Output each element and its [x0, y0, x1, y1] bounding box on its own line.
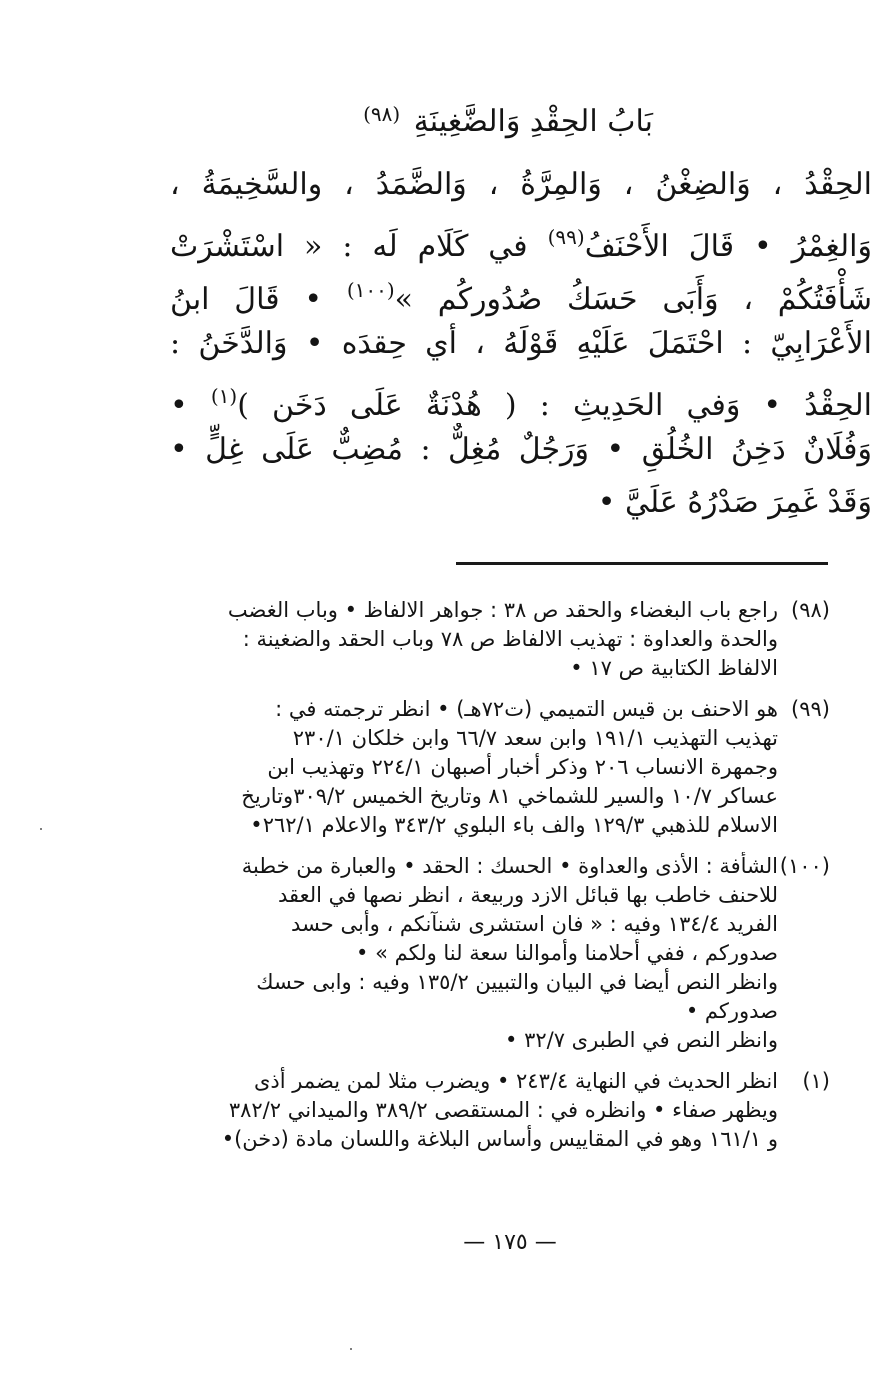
- main-line-text: وَفُلَانٌ دَخِنُ الخُلُقِ • وَرَجُلٌ مُغِلٌّ : مُضِبٌّ عَلَى غِلٍّ •: [170, 432, 872, 467]
- main-line-text: •: [170, 388, 211, 423]
- footnote-line: و ١٦١/١ وهو في المقاييس وأساس البلاغة واللسان مادة (دخن)•: [221, 1127, 778, 1151]
- main-text-line: [170, 264, 872, 317]
- main-text-line: [170, 317, 872, 370]
- chapter-heading: [330, 92, 686, 144]
- footnote-line: ويظهر صفاء • وانظره في : المستقصى ٣٨٩/٢ والميداني ٣٨٢/٢: [228, 1098, 778, 1122]
- footnote-line: هو الاحنف بن قيس التميمي (ت٧٢هـ) • انظر ترجمته في :: [275, 697, 778, 721]
- footnote-number: (١٠٠): [779, 854, 830, 878]
- main-line-text: الحِقْدُ ، وَالضِغْنُ ، وَالمِرَّةُ ، وَالضَّمَدُ ، والسَّخِيمَةُ ،: [170, 167, 872, 202]
- footnote-line: وانظر النص أيضا في البيان والتبيين ١٣٥/٢ وفيه : وابى حسك: [256, 970, 778, 994]
- footnote-number: (٩٩): [791, 697, 830, 721]
- footnote-line: انظر الحديث في النهاية ٢٤٣/٤ • ويضرب مثلا لمن يضمر أذى: [253, 1069, 778, 1093]
- main-line-text: وَالغِمْرُ • قَالَ الأَحْنَفُ: [584, 229, 872, 264]
- main-text-line: [170, 211, 872, 264]
- main-line-text: شَأْفَتُكُمْ ، وَأَبَى حَسَكُ صُدُورِكُم »: [394, 282, 872, 317]
- main-line-text: • قَالَ ابنُ: [170, 282, 347, 317]
- scan-speck: [40, 828, 42, 830]
- footnote-line: الشأفة : الأذى والعداوة • الحسك : الحقد • والعبارة من خطبة: [241, 854, 778, 878]
- footnote-number: (١): [802, 1069, 830, 1093]
- footnote-line: الالفاظ الكتابية ص ١٧ •: [570, 656, 778, 680]
- footnote-ref-100[interactable]: (١٠٠): [346, 278, 395, 302]
- footnote-99: [186, 695, 830, 840]
- main-line-text: الحِقْدُ • وَفي الحَدِيثِ : ( هُدْنَةٌ عَلَى دَخَنٍ ): [237, 388, 872, 423]
- footnote-ref-1[interactable]: (١): [210, 384, 238, 408]
- footnotes: [186, 596, 830, 1166]
- footnote-line: صدوركم •: [685, 999, 778, 1023]
- main-text-line: [170, 370, 872, 423]
- chapter-title: بَابُ الحِقْدِ وَالضَّغِينَةِ: [413, 104, 653, 139]
- footnote-line: صدوركم ، ففي أحلامنا وأموالنا سعة لنا ولكم » •: [356, 941, 778, 965]
- main-line-text: وَقَدْ غَمِرَ صَدْرُهُ عَلَيَّ •: [597, 485, 872, 520]
- footnote-line: عساكر ١٠/٧ والسير للشماخي ٨١ وتاريخ الخميس ٣٠٩/٢وتاريخ: [241, 784, 778, 808]
- footnote-line: راجع باب البغضاء والحقد ص ٣٨ : جواهر الالفاظ • وباب الغضب: [227, 598, 778, 622]
- footnote-line: الفريد ١٣٤/٤ وفيه : « فان استشرى شنآنكم ، وأبى حسد: [291, 912, 778, 936]
- footnote-separator: [456, 562, 828, 565]
- main-text-line: [170, 158, 872, 211]
- scan-speck: [350, 1348, 352, 1350]
- footnote-line: والحدة والعداوة : تهذيب الالفاظ ص ٧٨ وباب الحقد والضغينة :: [242, 627, 778, 651]
- main-text-line: [170, 423, 872, 476]
- footnote-line: الاسلام للذهبي ١٢٩/٣ والف باء البلوي ٣٤٣/٢ والاعلام ٢٦٢/١•: [250, 813, 778, 837]
- main-line-text: الأَعْرَابِيّ : احْتَمَلَ عَلَيْهِ قَوْلَهُ ، أي حِقدَه • وَالدَّخَنُ :: [170, 326, 872, 361]
- main-text: [170, 158, 872, 529]
- main-text-line: [170, 476, 872, 529]
- footnote-100: [186, 852, 830, 1055]
- main-line-text: في كَلَامٍ لَه : « اسْتَشْرَتْ: [170, 229, 548, 264]
- footnote-line: وجمهرة الانساب ٢٠٦ وذكر أخبار أصبهان ٢٢٤/١ وتهذيب ابن: [267, 755, 778, 779]
- page-number: — ١٧٥ —: [463, 1230, 557, 1255]
- chapter-footnote-ref: (٩٨): [363, 102, 401, 126]
- footnote-1: [186, 1067, 830, 1154]
- footnote-ref-99[interactable]: (٩٩): [547, 225, 585, 249]
- footnote-98: [186, 596, 830, 683]
- footnote-line: للاحنف خاطب بها قبائل الازد وربيعة ، انظر نصها في العقد: [277, 883, 778, 907]
- footnote-number: (٩٨): [791, 598, 830, 622]
- footnote-line: تهذيب التهذيب ١٩١/١ وابن سعد ٦٦/٧ وابن خلكان ٢٣٠/١: [292, 726, 778, 750]
- footnote-line: وانظر النص في الطبرى ٣٢/٧ •: [505, 1028, 778, 1052]
